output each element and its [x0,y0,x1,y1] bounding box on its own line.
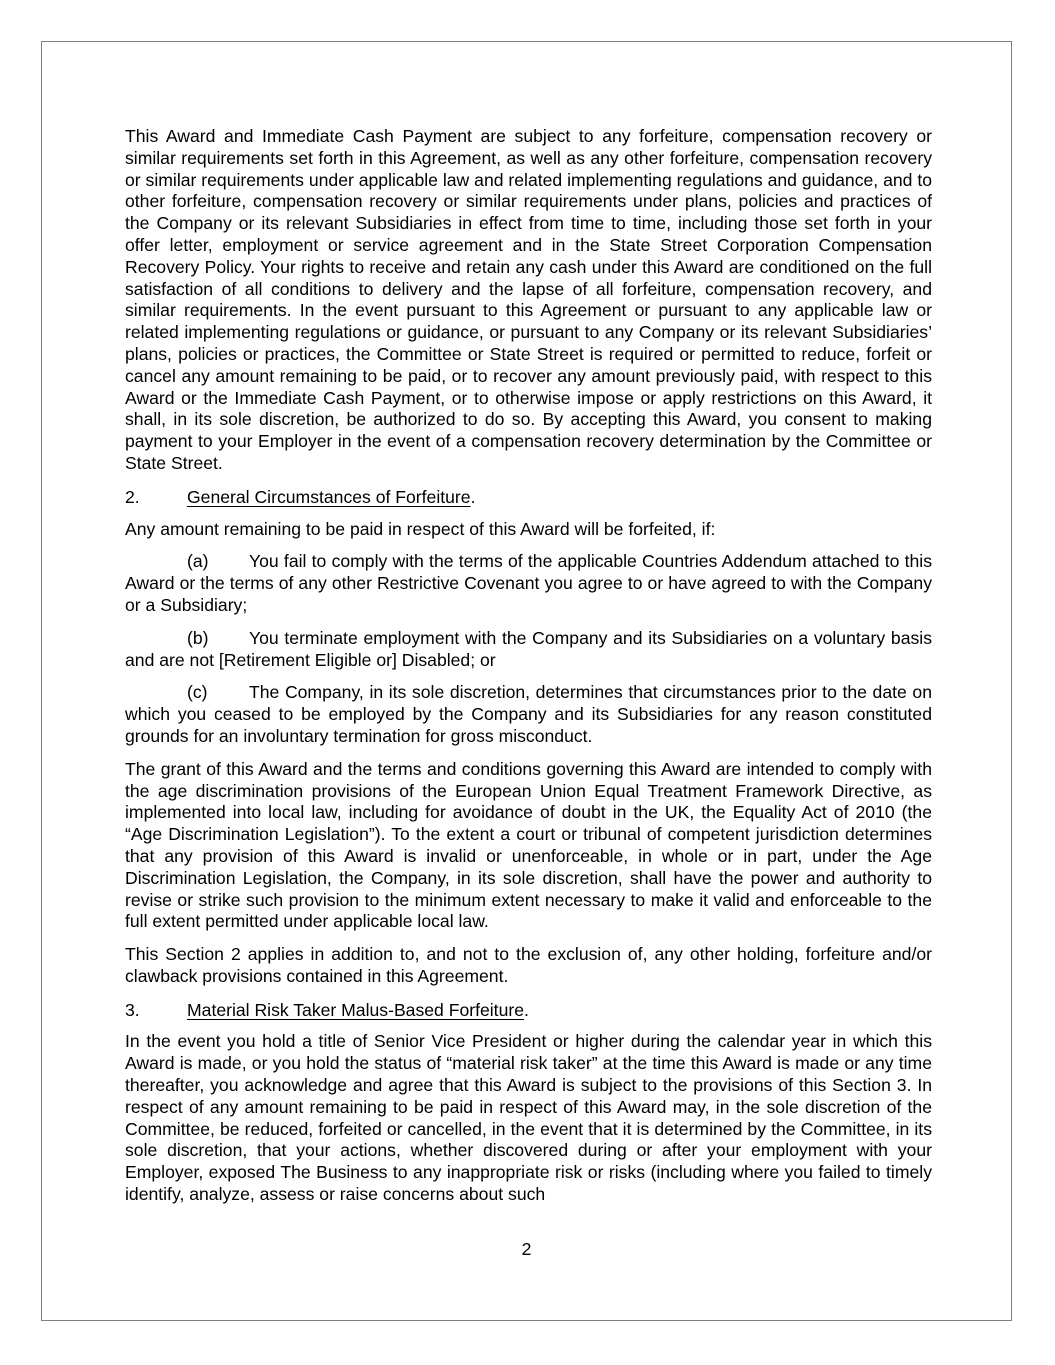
section-3-title: Material Risk Taker Malus-Based Forfeiture [187,999,525,1020]
section-2-lead: Any amount remaining to be paid in respect of this Award will be forfeited, if: [125,518,716,539]
page-number: 2 [521,1239,532,1259]
section-3-paragraph: In the event you hold a title of Senior Vice President or higher during the calendar year in which this Award is made, or you hold the status of “material risk taker” at the time this Award is made or any time thereafter, you acknowledge and agree that this Award is subject to the provisions of this Section 3. In respect of any amount remaining to be paid in respect of this Award may, in the sole discretion of the Committee, be reduced, forfeited or cancelled, in the event that it is determined by the Committee, in its sole discretion, that your actions, whether discovered during or after your employment with your Employer, exposed The Business to any inappropriate risk or risks (including where you failed to timely identify, analyze, assess or raise concerns about such [125,1031,932,1205]
page-body [125,126,932,1206]
age-discrimination-paragraph: The grant of this Award and the terms and conditions governing this Award are intended to comply with the age discrimination provisions of the European Union Equal Treatment Framework Directive, as implemented into local law, including for avoidance of doubt in the UK, the Equality Act of 2010 (the “Age Discrimination Legislation”). To the extent a court or tribunal of competent jurisdiction determines that any provision of this Award is invalid or unenforceable, in whole or in part, under the Age Discrimination Legislation, the Company, in its sole discretion, shall have the power and authority to revise or strike such provision to the minimum extent necessary to make it valid and enforceable to the full extent permitted under applicable local law. [125,758,932,932]
section-2-number: 2. [125,486,140,507]
list-item-a-label: (a) [187,551,209,572]
list-item-b-text: You terminate employment with the Company and its Subsidiaries on a voluntary basis and are not [Retirement Eligible or] Disabled; or [125,627,932,670]
section-3-number: 3. [125,999,140,1020]
section-2-punct: . [470,486,476,507]
list-item-a-text: You fail to comply with the terms of the applicable Countries Addendum attached to this Award or the terms of any other Restrictive Covenant you agree to or have agreed to with the Company or a Subsidiary; [125,551,932,615]
list-item-b [125,628,932,672]
list-item-b-label: (b) [187,627,209,648]
section-2-title: General Circumstances of Forfeiture [187,486,471,507]
section-3-heading [125,1000,932,1022]
section-2-addition-paragraph: This Section 2 applies in addition to, and not to the exclusion of, any other holding, forfeiture and/or clawback provisions contained in this Agreement. [125,944,932,986]
list-item-c-text: The Company, in its sole discretion, determines that circumstances prior to the date on which you ceased to be employed by the Company and its Subsidiaries for any reason constituted grounds for an involuntary termination for gross misconduct. [125,682,932,746]
document-page [41,41,1012,1321]
section-3-punct: . [524,999,529,1020]
list-item-c [125,682,932,747]
section-2-heading [125,487,932,509]
list-item-a [125,551,932,616]
intro-paragraph: This Award and Immediate Cash Payment are subject to any forfeiture, compensation recovery or similar requirements set forth in this Agreement, as well as any other forfeiture, compensation recovery or similar requirements under applicable law and related implementing regulations and guidance, and to other forfeiture, compensation recovery or similar requirements under plans, policies and practices of the Company or its relevant Subsidiaries in effect from time to time, including those set forth in your offer letter, employment or service agreement and in the State Street Corporation Compensation Recovery Policy. Your rights to receive and retain any cash under this Award are conditioned on the full satisfaction of all conditions to delivery and the lapse of all forfeiture, compensation recovery, and similar requirements. In the event pursuant to this Agreement or pursuant to any applicable law or related implementing regulations or guidance, or pursuant to any Company or its relevant Subsidiaries’ plans, policies or practices, the Committee or State Street is required or permitted to reduce, forfeit or cancel any amount remaining to be paid, or to recover any amount previously paid, with respect to this Award or the Immediate Cash Payment, or to otherwise impose or apply restrictions on this Award, it shall, in its sole discretion, be authorized to do so. By accepting this Award, you consent to making payment to your Employer in the event of a compensation recovery determination by the Committee or State Street. [125,126,932,473]
list-item-c-label: (c) [187,682,208,703]
